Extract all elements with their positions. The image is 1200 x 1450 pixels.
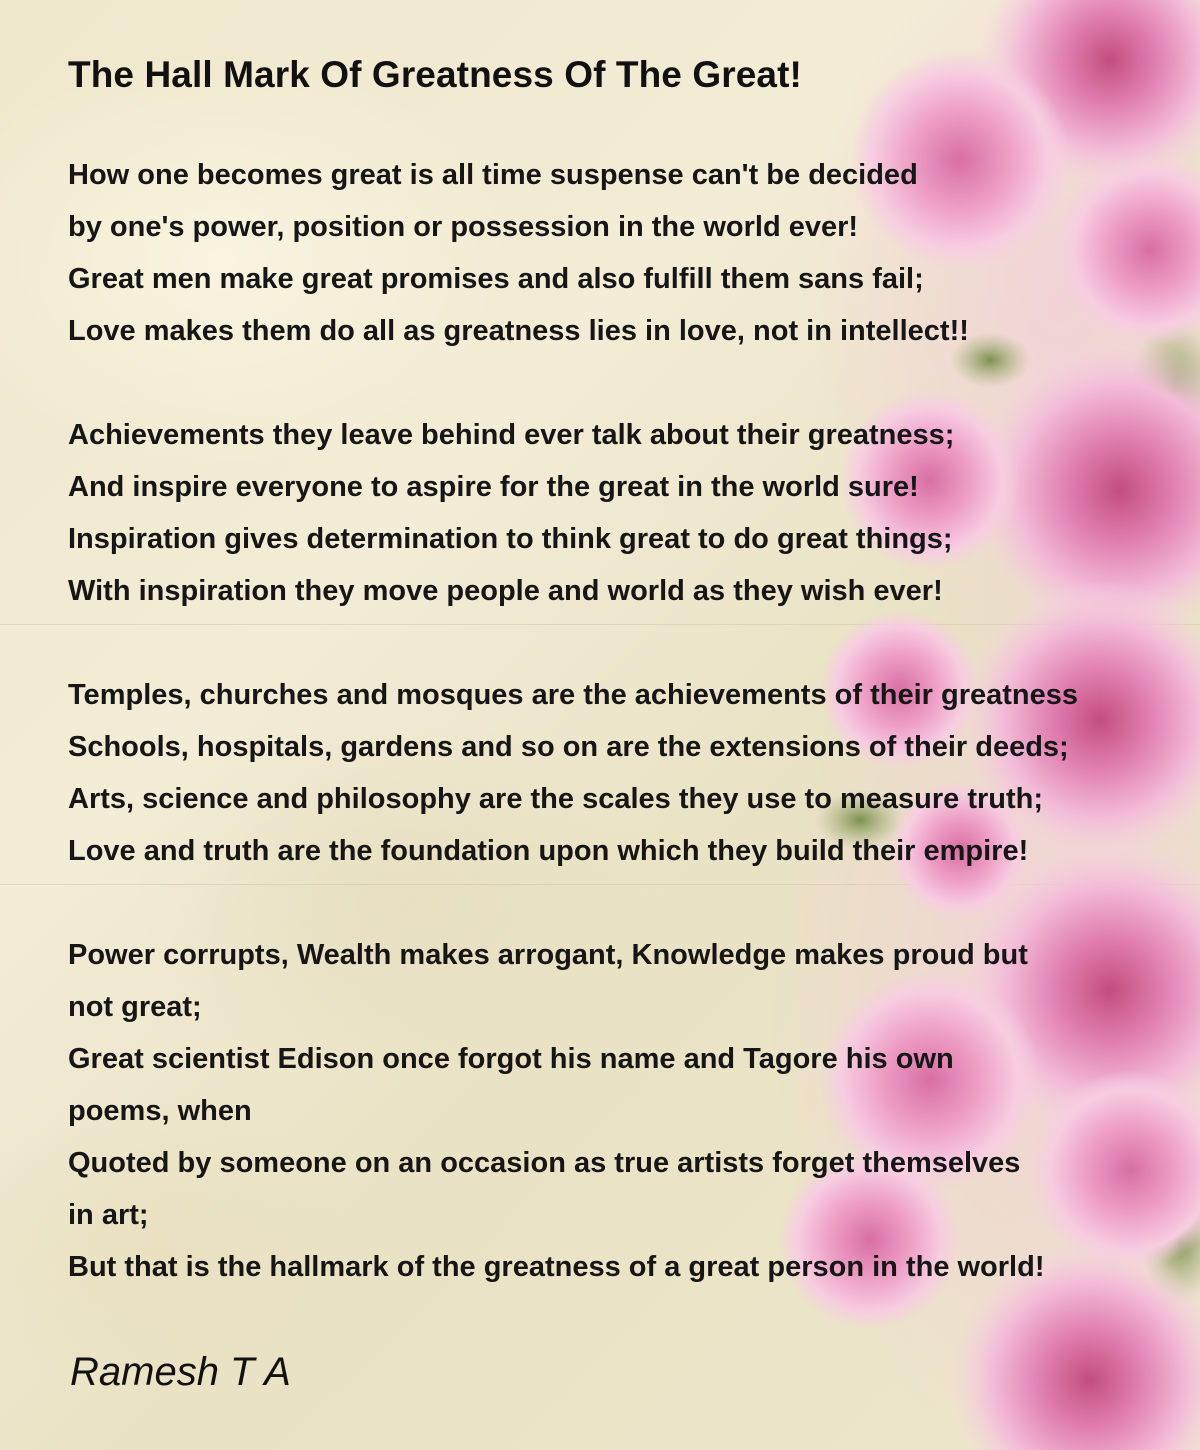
poem-line: Inspiration gives determination to think great to do great things; bbox=[68, 523, 953, 555]
poem-line: in art; bbox=[68, 1199, 149, 1231]
poem-author: Ramesh T A bbox=[70, 1350, 291, 1394]
poem-line: Love and truth are the foundation upon which they build their empire! bbox=[68, 835, 1029, 867]
poem-line: Arts, science and philosophy are the scales they use to measure truth; bbox=[68, 783, 1044, 815]
poem-line: But that is the hallmark of the greatness of a great person in the world! bbox=[68, 1251, 1045, 1283]
poem-title: The Hall Mark Of Greatness Of The Great! bbox=[68, 54, 802, 95]
poem-line: not great; bbox=[68, 991, 202, 1023]
poem-line: by one's power, position or possession in the world ever! bbox=[68, 211, 859, 243]
stanza-1 bbox=[68, 149, 1200, 357]
poem-body bbox=[68, 149, 1200, 1345]
poem-line: Schools, hospitals, gardens and so on are the extensions of their deeds; bbox=[68, 731, 1069, 763]
poem-line: Great men make great promises and also fulfill them sans fail; bbox=[68, 263, 924, 295]
poem-line: poems, when bbox=[68, 1095, 252, 1127]
poem-line: Temples, churches and mosques are the achievements of their greatness bbox=[68, 679, 1078, 711]
stanza-4 bbox=[68, 929, 1200, 1293]
poem-line: Great scientist Edison once forgot his name and Tagore his own bbox=[68, 1043, 954, 1075]
poem-line: Power corrupts, Wealth makes arrogant, Knowledge makes proud but bbox=[68, 939, 1028, 971]
poem-line: How one becomes great is all time suspense can't be decided bbox=[68, 159, 918, 191]
stanza-2 bbox=[68, 409, 1200, 617]
stanza-3 bbox=[68, 669, 1200, 877]
poem-line: Quoted by someone on an occasion as true artists forget themselves bbox=[68, 1147, 1021, 1179]
poem-line: Achievements they leave behind ever talk about their greatness; bbox=[68, 419, 955, 451]
poem-line: Love makes them do all as greatness lies in love, not in intellect!! bbox=[68, 315, 969, 347]
poem-line: And inspire everyone to aspire for the great in the world sure! bbox=[68, 471, 919, 503]
poem-line: With inspiration they move people and world as they wish ever! bbox=[68, 575, 943, 607]
